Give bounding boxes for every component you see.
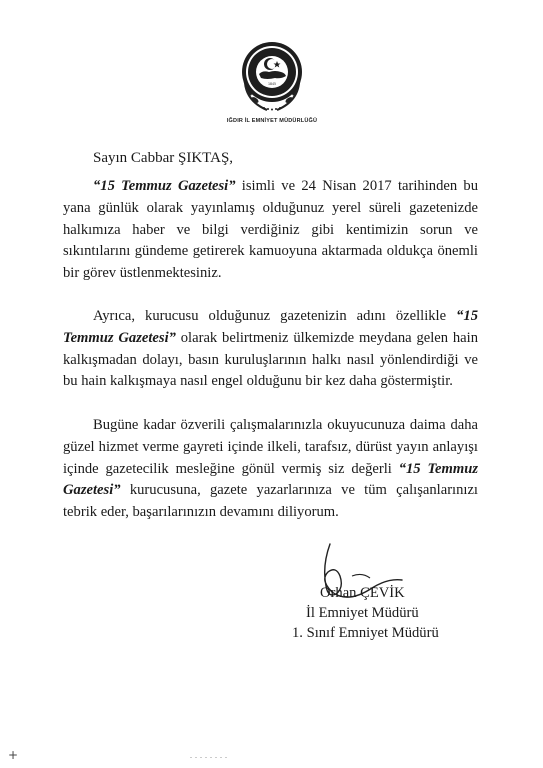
police-emblem-logo — [237, 30, 307, 115]
svg-text:1845: 1845 — [267, 82, 277, 86]
paragraph-3-post: kurucusuna, gazete yazarlarınıza ve tüm çalışanlarınızı tebrik eder, başarılarınızın devamını diliyorum. — [63, 482, 478, 521]
newspaper-name-emphasis: “15 Temmuz Gazetesi” — [93, 178, 236, 194]
signer-block — [292, 583, 492, 643]
signer-title: İl Emniyet Müdürü — [306, 605, 419, 621]
salutation: Sayın Cabbar ŞIKTAŞ, — [93, 150, 234, 166]
signer-rank: 1. Sınıf Emniyet Müdürü — [292, 625, 439, 641]
paragraph-2-post: olarak belirtmeniz ülkemizde meydana gelen hain kalkışmadan dolayı, basın kuruluşlarının halkı nasıl yönlendirdiği ve bu hain kalkışmaya nasıl engel olduğunu bir kez daha göstermiştir. — [63, 329, 478, 390]
paragraph-1 — [63, 176, 478, 285]
paragraph-3 — [63, 415, 478, 524]
registration-mark: + — [8, 748, 19, 762]
signer-name: Orhan ÇEVİK — [320, 585, 405, 601]
paragraph-2-pre: Ayrıca, kurucusu olduğunuz gazetenizin adını özellikle — [93, 308, 457, 324]
paragraph-3-pre: Bugüne kadar özverili çalışmalarınızla okuyucunuza daima daha güzel hizmet verme gayreti içinde ilkeli, tarafsız, dürüst yayın anlayışı içinde gazetecilik mesleğine gönül vermiş siz değerli — [63, 417, 478, 477]
newspaper-name-emphasis: “15 Temmuz Gazetesi” — [63, 460, 478, 499]
scan-artifact — [190, 756, 230, 759]
emblem-icon — [237, 30, 307, 115]
paragraph-1-text: isimli ve 24 Nisan 2017 tarihinden bu yana günlük olarak yayınlamış olduğunuz yerel süreli gazetenizde halkımıza haber ve bilgi verdiğiniz gibi kentimizin sorun ve sıkıntılarını gündeme getirerek kamuoyuna aktarmada oldukça önemli bir görev üstlenmektesiniz. — [63, 178, 478, 282]
newspaper-name-emphasis: “15 Temmuz Gazetesi” — [63, 308, 478, 346]
organization-name: IĞDIR İL EMNİYET MÜDÜRLÜĞÜ — [226, 118, 318, 124]
paragraph-2 — [63, 306, 478, 393]
